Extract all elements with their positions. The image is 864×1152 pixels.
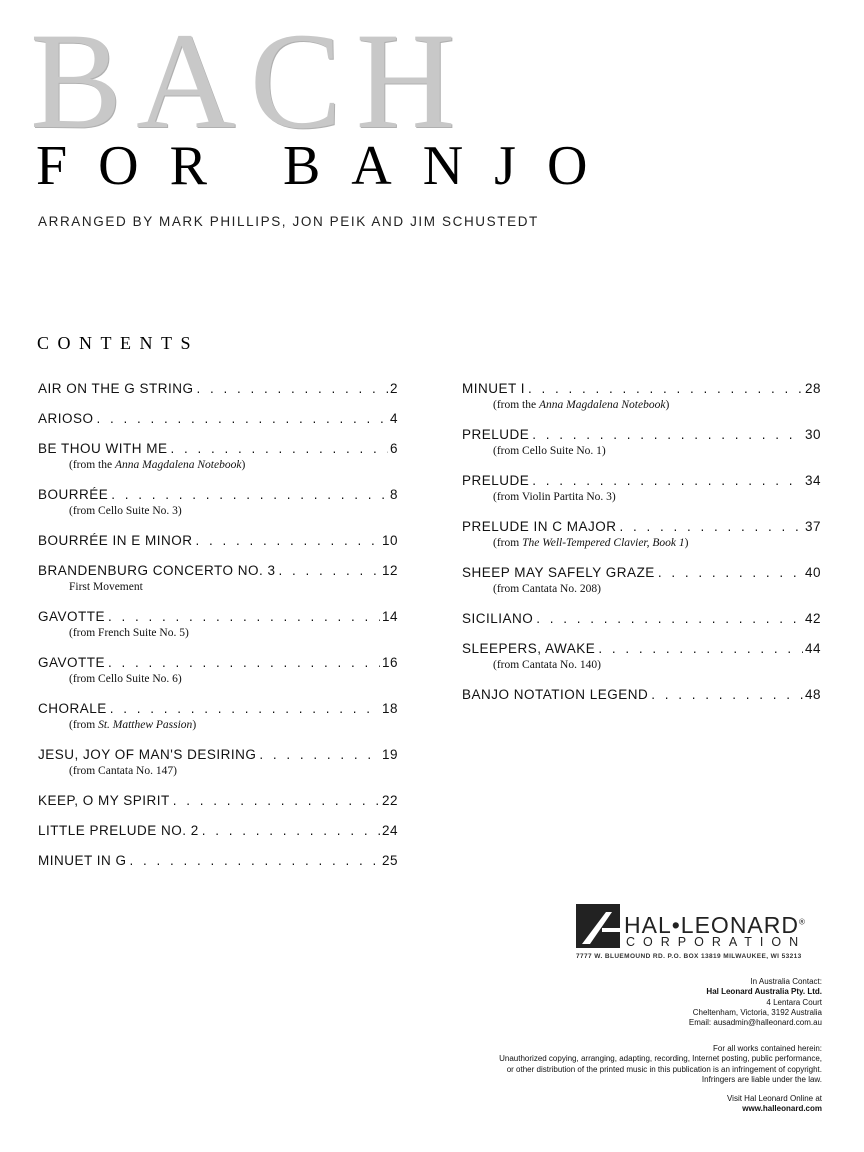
contents-entry — [38, 609, 398, 641]
dot-leader — [651, 687, 803, 703]
contents-entry — [462, 381, 821, 413]
registered-mark: ® — [799, 917, 806, 927]
entry-subtitle — [38, 625, 398, 641]
dot-leader — [202, 823, 380, 839]
entry-title: SICILIANO — [462, 611, 534, 626]
entry-title: MINUET I — [462, 381, 526, 396]
entry-line — [38, 655, 398, 671]
contents-entry — [462, 519, 821, 551]
dot-leader — [108, 655, 380, 671]
subtitle-text: ) — [241, 459, 246, 471]
hal-leonard-logo-icon — [576, 904, 620, 948]
entry-page: 10 — [381, 533, 398, 548]
dot-leader — [620, 519, 803, 535]
contents-entry — [38, 853, 398, 869]
contact-line: In Australia Contact: — [750, 977, 822, 986]
dot-leader — [279, 563, 380, 579]
entry-line — [462, 611, 821, 627]
subtitle-text: (from — [493, 537, 523, 549]
entry-title: PRELUDE IN C MAJOR — [462, 519, 617, 534]
dot-leader — [196, 533, 380, 549]
entry-page: 48 — [804, 687, 821, 702]
entry-page: 2 — [389, 381, 398, 396]
website-url: www.halleonard.com — [742, 1104, 822, 1114]
contents-entry — [462, 427, 821, 459]
publisher-logo — [576, 904, 826, 964]
entry-title: BOURRÉE — [38, 487, 109, 502]
entry-page: 14 — [381, 609, 398, 624]
entry-page: 34 — [804, 473, 821, 488]
copyright-line: or other distribution of the printed music in this publication is an infringement of copyright. — [506, 1064, 822, 1074]
entry-line — [38, 487, 398, 503]
entry-page: 18 — [381, 701, 398, 716]
entry-line — [462, 381, 821, 397]
publisher-corporation: CORPORATION — [626, 935, 807, 949]
entry-title: GAVOTTE — [38, 609, 106, 624]
entry-page: 28 — [804, 381, 821, 396]
entry-line — [38, 853, 398, 869]
entry-page: 22 — [381, 793, 398, 808]
book-subtitle: FOR BANJO — [36, 135, 619, 197]
subtitle-text: (from Cantata No. 147) — [69, 765, 177, 777]
entry-page: 4 — [389, 411, 398, 426]
entry-subtitle — [462, 443, 821, 459]
dot-leader — [110, 701, 380, 717]
subtitle-work: Anna Magdalena Notebook — [538, 399, 666, 411]
entry-subtitle — [38, 503, 398, 519]
entry-subtitle — [462, 535, 821, 551]
dot-leader — [173, 793, 380, 809]
entry-line — [38, 533, 398, 549]
entry-page: 8 — [389, 487, 398, 502]
subtitle-text: (from — [69, 719, 99, 731]
contents-entry — [462, 565, 821, 597]
entry-title: PRELUDE — [462, 427, 530, 442]
contents-entry — [38, 411, 398, 427]
entry-page: 40 — [804, 565, 821, 580]
subtitle-text: (from Cantata No. 208) — [493, 583, 601, 595]
dot-leader — [130, 853, 380, 869]
entry-page: 37 — [804, 519, 821, 534]
contact-line: 4 Lentara Court — [766, 997, 822, 1007]
entry-subtitle — [462, 489, 821, 505]
subtitle-text: ) — [192, 719, 197, 731]
entry-line — [462, 427, 821, 443]
copyright-line: Unauthorized copying, arranging, adapting, recording, Internet posting, public performance, — [499, 1054, 822, 1064]
publisher-address: 7777 W. BLUEMOUND RD. P.O. BOX 13819 MILWAUKEE, WI 53213 — [576, 953, 802, 960]
entry-page: 19 — [381, 747, 398, 762]
dot-leader — [97, 411, 388, 427]
entry-title: PRELUDE — [462, 473, 530, 488]
contents-heading: CONTENTS — [37, 333, 199, 353]
contents-entry — [38, 381, 398, 397]
entry-line — [38, 563, 398, 579]
contents-entry — [38, 655, 398, 687]
contact-email: Email: ausadmin@halleonard.com.au — [688, 1018, 822, 1028]
dot-leader — [259, 747, 380, 763]
dot-leader — [658, 565, 803, 581]
entry-title: SHEEP MAY SAFELY GRAZE — [462, 565, 655, 580]
entry-title: BOURRÉE IN E MINOR — [38, 533, 193, 548]
contents-entry — [38, 441, 398, 473]
entry-subtitle — [38, 457, 398, 473]
dot-leader — [532, 427, 803, 443]
dot-leader — [197, 381, 388, 397]
entry-line — [38, 823, 398, 839]
subtitle-text: (from the — [493, 399, 539, 411]
subtitle-work: The Well-Tempered Clavier, Book 1 — [522, 537, 685, 549]
australia-contact — [689, 977, 822, 1028]
contents-entry — [38, 747, 398, 779]
entry-line — [462, 519, 821, 535]
entry-subtitle — [462, 581, 821, 597]
entry-page: 30 — [804, 427, 821, 442]
entry-title: JESU, JOY OF MAN'S DESIRING — [38, 747, 257, 762]
dot-leader — [171, 441, 388, 457]
publisher-name: HAL•LEONARD — [624, 912, 799, 938]
entry-line — [38, 701, 398, 717]
entry-line — [462, 473, 821, 489]
contents-entry — [38, 533, 398, 549]
entry-line — [38, 411, 398, 427]
entry-page: 6 — [389, 441, 398, 456]
contents-entry — [462, 473, 821, 505]
dot-leader — [111, 487, 388, 503]
entry-page: 42 — [804, 611, 821, 626]
subtitle-text: (from Cantata No. 140) — [493, 659, 601, 671]
entry-line — [38, 609, 398, 625]
entry-title: MINUET IN G — [38, 853, 127, 868]
contents-entry — [38, 487, 398, 519]
copyright-line: For all works contained herein: — [713, 1044, 822, 1053]
entry-page: 16 — [381, 655, 398, 670]
entry-subtitle — [38, 763, 398, 779]
visit-line: Visit Hal Leonard Online at — [726, 1094, 822, 1103]
subtitle-text: (from Violin Partita No. 3) — [493, 491, 616, 503]
contents-entry — [462, 611, 821, 627]
entry-title: BE THOU WITH ME — [38, 441, 168, 456]
arranger-credit: ARRANGED BY MARK PHILLIPS, JON PEIK AND JIM SCHUSTEDT — [38, 214, 539, 229]
entry-line — [38, 747, 398, 763]
contact-line: Cheltenham, Victoria, 3192 Australia — [692, 1007, 822, 1017]
entry-subtitle — [462, 657, 821, 673]
entry-line — [462, 641, 821, 657]
subtitle-text: (from French Suite No. 5) — [69, 627, 189, 639]
contents-entry — [38, 823, 398, 839]
entry-title: BRANDENBURG CONCERTO NO. 3 — [38, 563, 276, 578]
entry-page: 12 — [381, 563, 398, 578]
subtitle-text: (from Cello Suite No. 1) — [493, 445, 606, 457]
entry-title: LITTLE PRELUDE NO. 2 — [38, 823, 199, 838]
book-title: BACH — [30, 4, 470, 157]
entry-title: GAVOTTE — [38, 655, 106, 670]
subtitle-text: (from Cello Suite No. 6) — [69, 673, 182, 685]
entry-line — [38, 381, 398, 397]
contents-left-column — [38, 381, 398, 883]
contents-entry — [462, 641, 821, 673]
entry-line — [462, 565, 821, 581]
copyright-notice — [499, 1044, 822, 1085]
contents-entry — [462, 687, 821, 703]
entry-title: CHORALE — [38, 701, 107, 716]
contact-company: Hal Leonard Australia Pty. Ltd. — [706, 987, 822, 997]
entry-title: AIR ON THE G STRING — [38, 381, 194, 396]
dot-leader — [532, 473, 803, 489]
entry-page: 25 — [381, 853, 398, 868]
entry-subtitle — [38, 717, 398, 733]
subtitle-text: ) — [684, 537, 689, 549]
subtitle-text: First Movement — [69, 581, 143, 593]
subtitle-work: Anna Magdalena Notebook — [114, 459, 242, 471]
entry-page: 44 — [804, 641, 821, 656]
subtitle-work: St. Matthew Passion — [98, 719, 193, 731]
dot-leader — [598, 641, 803, 657]
entry-title: ARIOSO — [38, 411, 94, 426]
entry-subtitle — [462, 397, 821, 413]
copyright-line: Infringers are liable under the law. — [701, 1074, 822, 1084]
contents-entry — [38, 701, 398, 733]
entry-title: SLEEPERS, AWAKE — [462, 641, 596, 656]
entry-title: BANJO NOTATION LEGEND — [462, 687, 649, 702]
contents-entry — [38, 563, 398, 595]
dot-leader — [528, 381, 803, 397]
entry-line — [38, 793, 398, 809]
contents-entry — [38, 793, 398, 809]
entry-title: KEEP, O MY SPIRIT — [38, 793, 170, 808]
entry-subtitle — [38, 671, 398, 687]
entry-line — [38, 441, 398, 457]
entry-line — [462, 687, 821, 703]
entry-subtitle — [38, 579, 398, 595]
dot-leader — [108, 609, 380, 625]
subtitle-text: ) — [665, 399, 670, 411]
subtitle-text: (from the — [69, 459, 115, 471]
website-notice — [727, 1094, 822, 1115]
contents-right-column — [462, 381, 821, 717]
entry-page: 24 — [381, 823, 398, 838]
subtitle-text: (from Cello Suite No. 3) — [69, 505, 182, 517]
dot-leader — [536, 611, 803, 627]
